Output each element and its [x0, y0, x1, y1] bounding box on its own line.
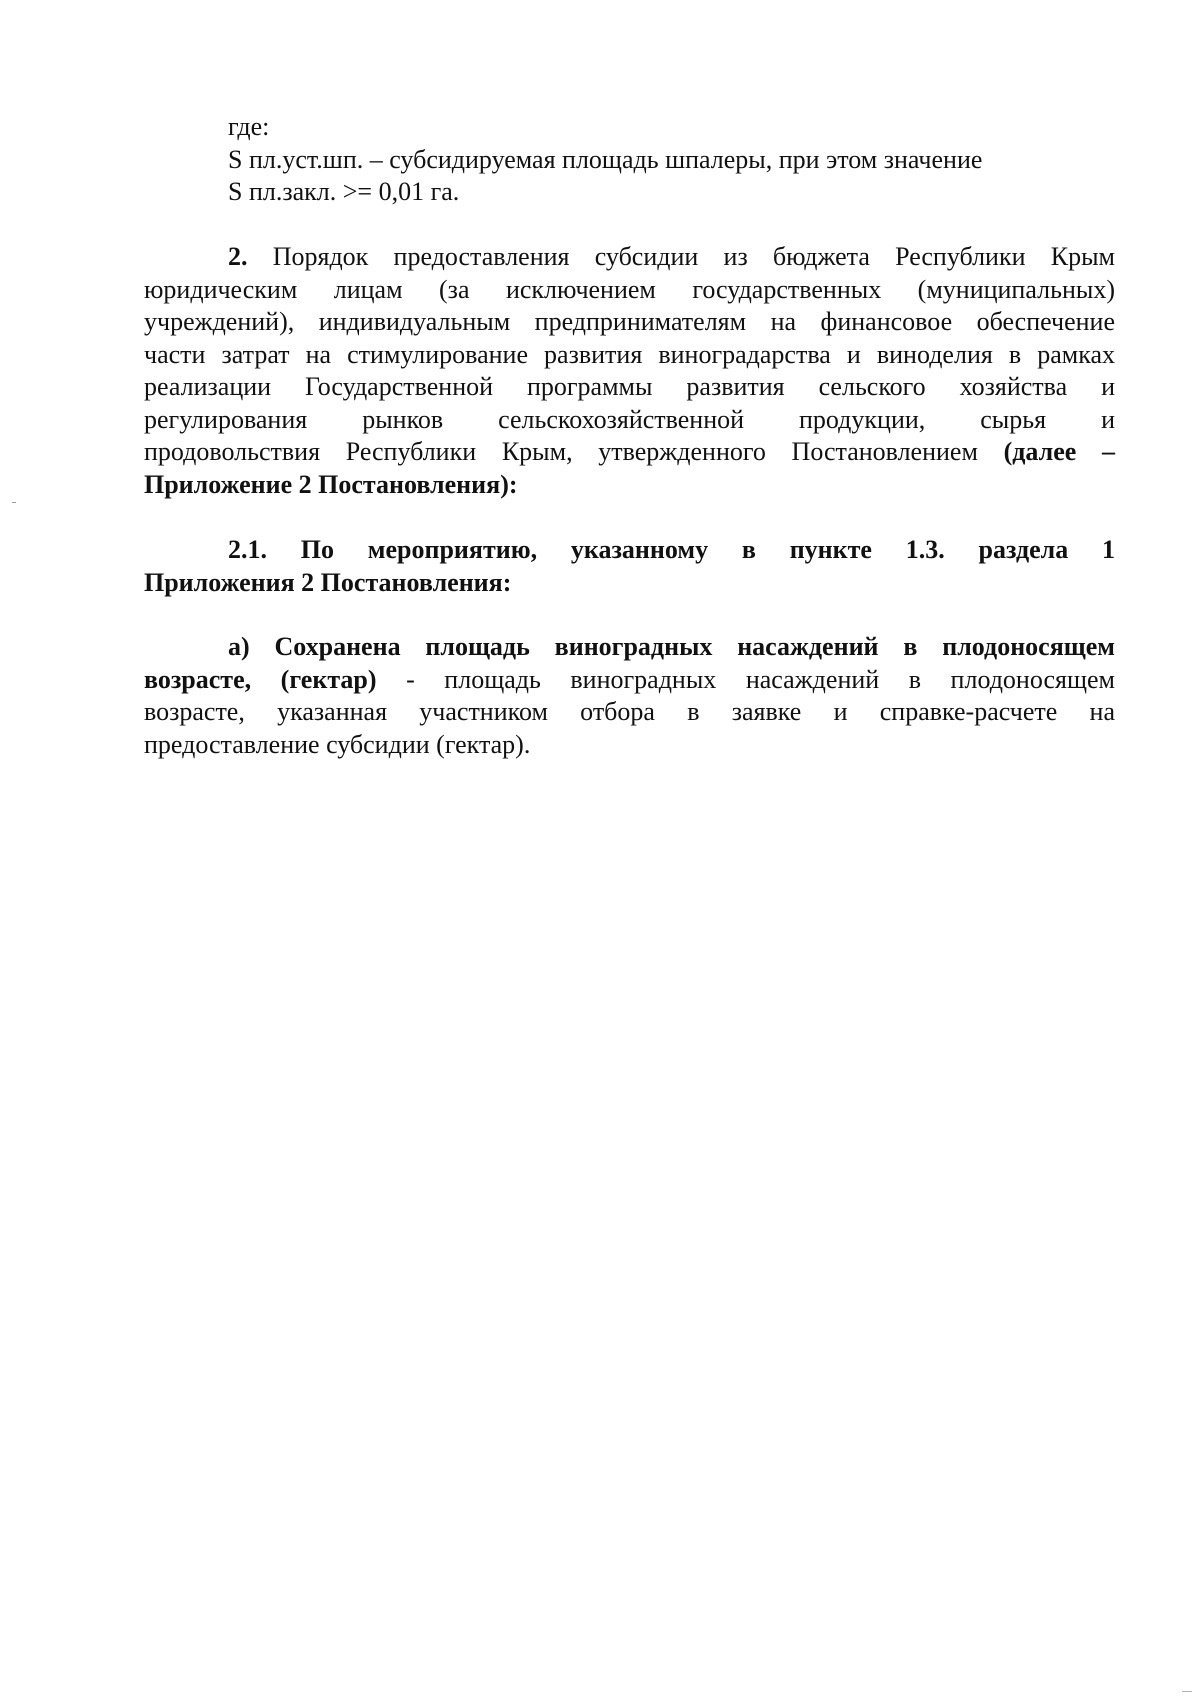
section-2-line-2: юридическим лицам (за исключением государственных (муниципальных) [144, 274, 1115, 304]
where-label: где: [228, 112, 270, 141]
section-2-number: 2. [228, 242, 248, 271]
where-line-1: S пл.уст.шп. – субсидируемая площадь шпалеры, при этом значение [228, 144, 983, 174]
item-a-line-3: возрасте, указанная участником отбора в заявке и справке-расчете на [144, 697, 1115, 726]
section-2-line-5: реализации Государственной программы развития сельского хозяйства и [144, 372, 1115, 401]
section-2-line-7: продовольствия Республики Крым, утвержденного Постановлением (далее – [144, 437, 1115, 466]
item-a-line-4: предоставление субсидии (гектар). [144, 729, 531, 759]
item-a-line-1: а) Сохранена площадь виноградных насаждений в плодоносящем [228, 632, 1115, 661]
where-line-2: S пл.закл. >= 0,01 га. [228, 177, 460, 206]
section-2-1-line-2: Приложения 2 Постановления: [144, 567, 512, 597]
section-2-line-4: части затрат на стимулирование развития виноградарства и виноделия в рамках [144, 339, 1115, 369]
section-2-1-line-1: 2.1. По мероприятию, указанному в пункте 1.3. раздела 1 [228, 535, 1115, 564]
margin-scan-mark [12, 502, 16, 503]
where-block [228, 111, 982, 209]
corner-scan-mark [1182, 1691, 1192, 1692]
section-2-paragraph [144, 241, 1115, 501]
section-2-line-1: 2. Порядок предоставления субсидии из бюджета Республики Крым [228, 242, 1115, 271]
item-a-line-2: возрасте, (гектар) - площадь виноградных насаждений в плодоносящем [144, 664, 1115, 694]
section-2-line-3: учреждений), индивидуальным предпринимателям на финансовое обеспечение [144, 307, 1115, 336]
item-a-paragraph [144, 631, 1115, 761]
section-2-line-8: Приложение 2 Постановления): [144, 469, 518, 499]
section-2-1-heading [144, 534, 1115, 599]
section-2-line-6: регулирования рынков сельскохозяйственной продукции, сырья и [144, 404, 1115, 434]
